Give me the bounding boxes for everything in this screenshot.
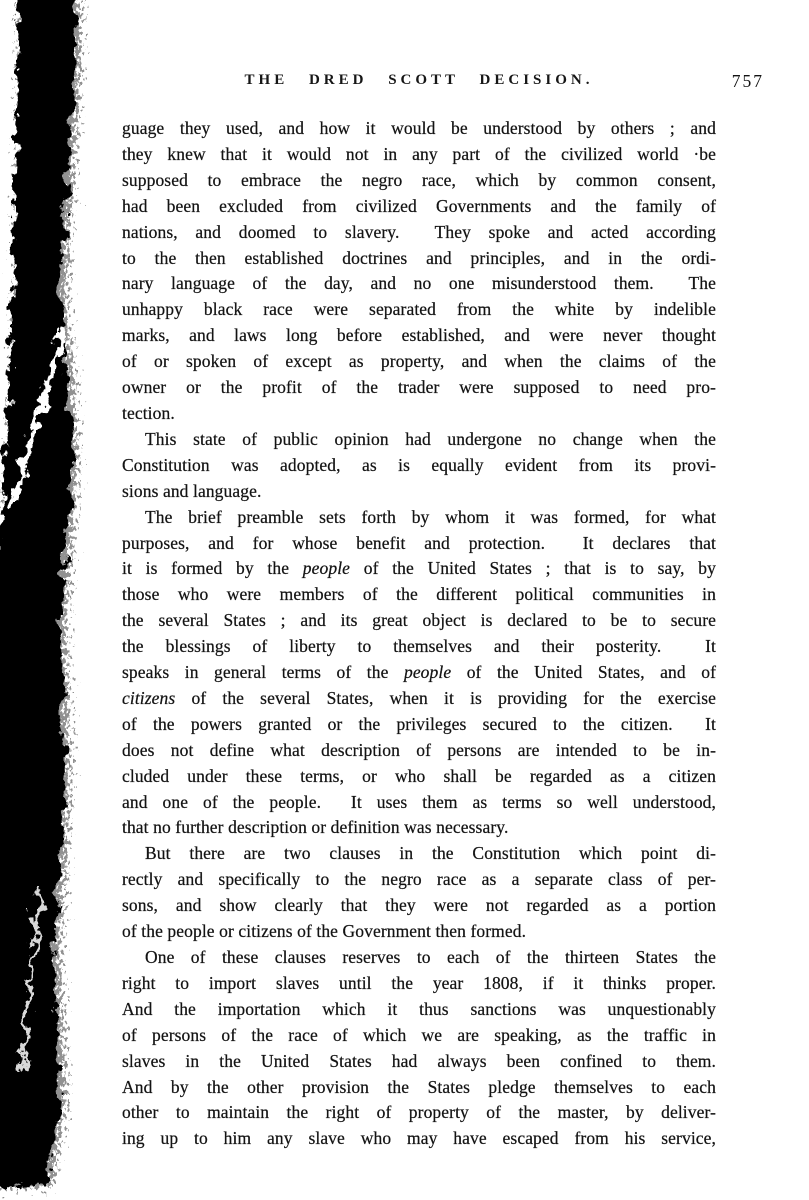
text-line: cluded under these terms, or who shall be regarded as a citizen — [122, 765, 716, 786]
text-line: right to import slaves until the year 1808, if it thinks proper. — [122, 972, 716, 993]
text-line: of persons of the race of which we are speaking, as the traffic in — [122, 1024, 716, 1045]
page-number: 757 — [731, 71, 764, 91]
text-line: it is formed by the people of the United States ; that is to say, by — [122, 558, 717, 579]
text-line: supposed to embrace the negro race, which by common consent, — [122, 169, 716, 190]
text-line: of or spoken of except as property, and when the claims of the — [122, 351, 716, 372]
text-line: This state of public opinion had undergone no change when the — [145, 428, 716, 449]
running-title: THE DRED SCOTT DECISION. — [244, 72, 594, 88]
text-line: The brief preamble sets forth by whom it was formed, for what — [145, 506, 716, 527]
text-line: One of these clauses reserves to each of the thirteen States the — [145, 947, 716, 967]
paragraph — [122, 427, 716, 505]
binding-shadow — [0, 0, 120, 1200]
text-line: of the powers granted or the privileges secured to the citizen. It — [122, 713, 716, 734]
text-line: unhappy black race were separated from the white by indelible — [122, 299, 716, 320]
text-line: purposes, and for whose benefit and protection. It declares that — [122, 532, 716, 553]
page-content — [122, 71, 764, 1152]
text-line: they knew that it would not in any part of the civilized world ·be — [122, 143, 716, 164]
text-line: sions and language. — [122, 480, 262, 501]
text-line: had been excluded from civilized Governments and the family of — [122, 195, 716, 216]
text-line: those who were members of the different political communities in — [122, 584, 716, 605]
text-line: slaves in the United States had always been confined to them. — [122, 1050, 716, 1071]
paragraph — [122, 505, 716, 842]
text-line: that no further description or definition was necessary. — [122, 817, 509, 838]
text-line: And the importation which it thus sanctions was unquestionably — [122, 998, 716, 1019]
text-line: other to maintain the right of property of the master, by deliver- — [122, 1102, 716, 1123]
text-line: and one of the people. It uses them as terms so well understood, — [122, 791, 716, 812]
text-line: speaks in general terms of the people of the United States, and of — [122, 662, 716, 683]
paragraph — [122, 116, 716, 427]
text-line: Constitution was adopted, as is equally evident from its provi- — [122, 454, 716, 475]
text-line: does not define what description of persons are intended to be in- — [122, 739, 716, 760]
text-block — [122, 116, 716, 1152]
paragraph — [122, 841, 716, 945]
text-line: rectly and specifically to the negro race as a separate class of per- — [122, 869, 716, 890]
text-line: the several States ; and its great object is declared to be to secure — [122, 610, 716, 631]
text-line: to the then established doctrines and principles, and in the ordi- — [122, 247, 716, 268]
text-line: owner or the profit of the trader were supposed to need pro- — [122, 377, 716, 398]
text-line: sons, and show clearly that they were not regarded as a portion — [122, 895, 716, 916]
text-line: of the people or citizens of the Government then formed. — [122, 921, 527, 942]
text-line: And by the other provision the States pledge themselves to each — [122, 1076, 716, 1097]
text-line: But there are two clauses in the Constitution which point di- — [145, 843, 716, 864]
paragraph — [122, 945, 716, 1152]
text-line: nary language of the day, and no one misunderstood them. The — [122, 273, 716, 294]
text-line: nations, and doomed to slavery. They spoke and acted according — [122, 221, 716, 242]
text-line: citizens of the several States, when it is providing for the exercise — [122, 687, 716, 708]
text-line: marks, and laws long before established, and were never thought — [122, 325, 716, 346]
text-line: ing up to him any slave who may have escaped from his service, — [122, 1128, 716, 1149]
text-line: tection. — [122, 402, 175, 423]
text-line: guage they used, and how it would be understood by others ; and — [122, 118, 716, 138]
text-line: the blessings of liberty to themselves and their posterity. It — [122, 636, 716, 657]
page-header — [122, 71, 764, 98]
